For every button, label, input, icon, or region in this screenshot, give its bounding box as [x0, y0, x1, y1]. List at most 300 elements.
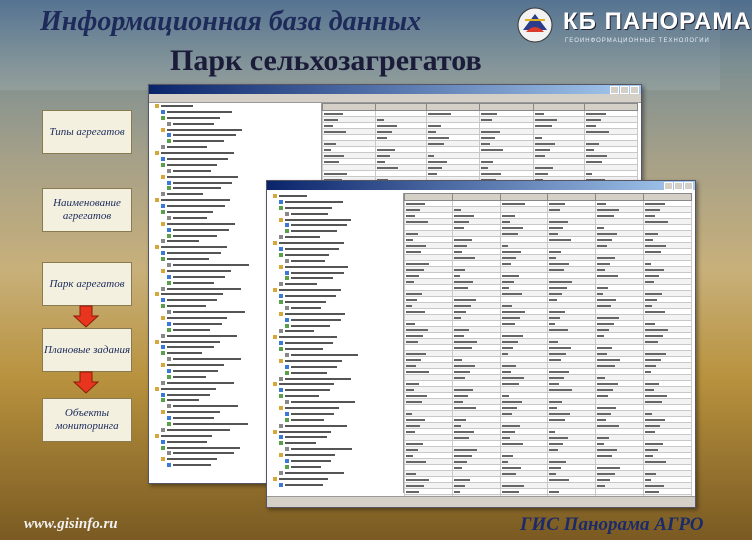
menu-item-plans[interactable]: Плановые задания	[42, 328, 132, 372]
column-header[interactable]	[533, 104, 584, 111]
cell-text	[597, 299, 616, 301]
cell-text	[549, 239, 571, 241]
cell-text	[454, 215, 474, 217]
tree-node-label	[167, 458, 217, 460]
company-logo	[515, 6, 752, 50]
maximize-button[interactable]	[620, 86, 629, 94]
status-bar	[267, 496, 695, 507]
back-window-titlebar[interactable]	[149, 85, 641, 94]
tree-node-icon	[279, 329, 283, 333]
cell-text	[549, 431, 555, 433]
tree-node-icon	[161, 363, 165, 367]
tree-node-label	[279, 431, 331, 433]
tree-node-label	[167, 441, 207, 443]
cell-text	[324, 149, 331, 151]
tree-node-icon	[167, 416, 171, 420]
tree-node-icon	[279, 435, 283, 439]
tree-node-icon	[161, 163, 165, 167]
tree-node-icon	[279, 247, 283, 251]
tree-node-label	[291, 413, 334, 415]
tree-node-icon	[285, 306, 289, 310]
cell-text	[454, 467, 462, 469]
cell-text	[324, 125, 333, 127]
tree-node-label	[291, 419, 324, 421]
cell-text	[549, 287, 567, 289]
cell-text	[549, 323, 555, 325]
cell-text	[406, 329, 428, 331]
column-header[interactable]	[596, 194, 644, 201]
cell-text	[406, 263, 429, 265]
cell-text	[597, 377, 605, 379]
tree-node-icon	[279, 347, 283, 351]
tree-node-label	[167, 111, 232, 113]
cell-text	[549, 401, 562, 403]
cell-text	[549, 233, 558, 235]
tree-node-icon	[161, 446, 165, 450]
cell-text	[586, 125, 596, 127]
cell-text	[549, 407, 557, 409]
cell-text	[454, 479, 470, 481]
cell-text	[549, 299, 557, 301]
cell-text	[597, 419, 606, 421]
cell-text	[502, 365, 516, 367]
cell-text	[645, 263, 651, 265]
cell-text	[586, 143, 599, 145]
cell-text	[549, 467, 561, 469]
page-title: Информационная база данных	[40, 6, 422, 37]
tree-node-icon	[279, 218, 283, 222]
cell-text	[454, 239, 472, 241]
cell-text	[645, 491, 659, 493]
cell-text	[406, 419, 425, 421]
cell-text	[645, 269, 664, 271]
cell-text	[597, 227, 604, 229]
tree-node-label	[285, 395, 319, 397]
tree-node-icon	[279, 282, 283, 286]
cell-text	[502, 467, 521, 469]
cell-text	[454, 317, 461, 319]
cell-text	[502, 401, 522, 403]
cell-text	[377, 149, 395, 151]
cell-text	[535, 167, 553, 169]
tree-node-label	[291, 230, 337, 232]
cell-text	[481, 113, 497, 115]
cell-text	[324, 113, 343, 115]
tree-node-icon	[161, 210, 165, 214]
cell-text	[549, 473, 556, 475]
tree-node-label	[167, 352, 202, 354]
cell-text	[645, 383, 659, 385]
tree-node-icon	[285, 223, 289, 227]
cell-text	[535, 143, 555, 145]
tree-node-icon	[167, 281, 171, 285]
tree-node-icon	[279, 206, 283, 210]
cell-text	[406, 485, 424, 487]
cell-text	[549, 461, 566, 463]
cell-text	[454, 347, 472, 349]
tree-node-label	[173, 329, 210, 331]
tree-node-icon	[155, 104, 159, 108]
cell-text	[502, 437, 510, 439]
cell-text	[406, 239, 413, 241]
tree-node-icon	[167, 169, 171, 173]
column-header[interactable]	[427, 104, 480, 111]
cell-text	[481, 167, 488, 169]
tree-node-label	[173, 123, 214, 125]
tree-node-icon	[167, 234, 171, 238]
tree-node-label	[167, 399, 199, 401]
column-header[interactable]	[548, 194, 596, 201]
tree-node-icon	[167, 139, 171, 143]
logo-text: КБ ПАНОРАМА	[563, 8, 752, 35]
column-header[interactable]	[376, 104, 427, 111]
cell-text	[406, 359, 421, 361]
tree-node-icon	[279, 300, 283, 304]
tree-node-label	[167, 394, 210, 396]
cell-text	[454, 335, 464, 337]
tree-node-label	[167, 346, 214, 348]
website-link[interactable]: www.gisinfo.ru	[24, 516, 118, 532]
cell-text	[597, 383, 618, 385]
tree-node-label	[285, 236, 320, 238]
cell-text	[645, 221, 668, 223]
tree-node[interactable]	[269, 482, 401, 488]
tree-node-label	[167, 288, 241, 290]
cell-text	[406, 383, 419, 385]
tree-node-icon	[285, 365, 289, 369]
minimize-button[interactable]	[610, 86, 619, 94]
cell-text	[502, 317, 520, 319]
cell-text	[502, 323, 515, 325]
tree-node-icon	[161, 175, 165, 179]
cell-text	[406, 353, 426, 355]
cell-text	[406, 425, 420, 427]
tree-node-label	[173, 134, 236, 136]
tree-node-label	[173, 217, 207, 219]
tree-node-label	[167, 129, 242, 131]
cell-text	[502, 257, 516, 259]
tree-node-label	[167, 223, 235, 225]
column-header[interactable]	[405, 194, 453, 201]
tree-node-icon	[285, 276, 289, 280]
tree-node-label	[161, 105, 193, 107]
tree-node-icon	[167, 375, 171, 379]
column-header[interactable]	[584, 104, 637, 111]
cell-text	[502, 227, 523, 229]
tree-node-icon	[167, 275, 171, 279]
tree-node-icon	[167, 451, 171, 455]
tree-node-label	[285, 207, 332, 209]
tree-node-icon	[155, 198, 159, 202]
cell-text	[597, 425, 619, 427]
cell-text	[454, 209, 461, 211]
cell-text	[406, 431, 415, 433]
page-subtitle: Парк сельхозагрегатов	[170, 44, 482, 77]
cell-text	[549, 209, 560, 211]
tree-node-label	[173, 187, 221, 189]
tree-node-label	[167, 146, 207, 148]
tree-node-icon	[279, 483, 283, 487]
cell-text	[597, 329, 609, 331]
tree-node-label	[285, 295, 336, 297]
cell-text	[454, 245, 467, 247]
tree-node-label	[167, 305, 206, 307]
cell-text	[549, 377, 564, 379]
cell-text	[597, 479, 610, 481]
cell-text	[586, 149, 594, 151]
tree-node-label	[167, 205, 225, 207]
tree-node-icon	[161, 204, 165, 208]
cell-text	[549, 353, 566, 355]
tree-node-icon	[285, 271, 289, 275]
tree-node-label	[173, 182, 232, 184]
tree-node-icon	[161, 457, 165, 461]
cell-text	[454, 407, 476, 409]
cell-text	[406, 401, 422, 403]
cell-text	[645, 275, 659, 277]
cell-text	[645, 311, 665, 313]
data-table[interactable]	[404, 193, 692, 507]
tree-node-icon	[161, 345, 165, 349]
cell-text	[535, 113, 544, 115]
tree-node-label	[173, 323, 222, 325]
menu-item-types[interactable]: Типы агрегатов	[42, 110, 132, 154]
front-tree-panel[interactable]	[269, 193, 401, 493]
tree-node-icon	[167, 369, 171, 373]
cell-text	[502, 263, 511, 265]
tree-node-label	[173, 417, 214, 419]
tree-node-label	[285, 407, 339, 409]
tree-node-label	[285, 201, 343, 203]
cell-text	[645, 353, 666, 355]
cell-text	[549, 419, 565, 421]
tree-node-label	[285, 219, 351, 221]
cell-text	[597, 245, 607, 247]
cell-text	[597, 203, 606, 205]
cell-text	[454, 221, 469, 223]
cell-text	[502, 215, 515, 217]
cell-text	[502, 275, 519, 277]
tree-node-icon	[279, 341, 283, 345]
cell-text	[597, 317, 619, 319]
cell-text	[502, 371, 511, 373]
tree-node-label	[285, 283, 317, 285]
minimize-button[interactable]	[664, 182, 673, 190]
logo-subtitle: ГЕОИНФОРМАЦИОННЫЕ ТЕХНОЛОГИИ	[565, 38, 710, 44]
tree-node-icon	[167, 228, 171, 232]
cell-text	[549, 257, 556, 259]
cell-text	[645, 359, 661, 361]
tree-node-label	[285, 425, 347, 427]
cell-text	[377, 119, 384, 121]
tree-node-icon	[285, 465, 289, 469]
tree-node-icon	[167, 328, 171, 332]
column-header[interactable]	[644, 194, 692, 201]
tree-node-label	[285, 301, 326, 303]
tree-node-label	[167, 164, 217, 166]
tree-node-label	[291, 277, 333, 279]
tree-node-label	[161, 435, 212, 437]
cell-text	[406, 413, 412, 415]
back-window-menubar[interactable]	[149, 94, 641, 103]
tree-node-icon	[155, 245, 159, 249]
cell-text	[645, 461, 666, 463]
cell-text	[481, 137, 495, 139]
tree-node-label	[279, 289, 341, 291]
cell-text	[406, 203, 425, 205]
tree-node-icon	[273, 335, 277, 339]
cell-text	[454, 485, 465, 487]
cell-text	[597, 467, 620, 469]
tree-node-label	[167, 193, 203, 195]
cell-text	[502, 431, 515, 433]
table-header-row[interactable]	[405, 194, 692, 201]
cell-text	[406, 293, 422, 295]
column-header[interactable]	[323, 104, 376, 111]
maximize-button[interactable]	[674, 182, 683, 190]
cell-text	[406, 449, 418, 451]
menu-item-monitoring[interactable]: Объекты мониторинга	[42, 398, 132, 442]
close-button[interactable]	[684, 182, 693, 190]
cell-text	[502, 347, 513, 349]
tree-node-label	[291, 272, 344, 274]
tree-node-label	[285, 484, 323, 486]
cell-text	[502, 473, 516, 475]
cell-text	[645, 425, 660, 427]
arrow-down-icon	[73, 372, 99, 394]
cell-text	[597, 407, 616, 409]
cell-text	[406, 251, 421, 253]
cell-text	[645, 395, 667, 397]
cell-text	[454, 401, 463, 403]
cell-text	[428, 125, 441, 127]
cell-text	[324, 131, 346, 133]
tree-node-label	[279, 195, 307, 197]
tree-node-icon	[285, 400, 289, 404]
tree-node-label	[291, 354, 358, 356]
tree-node-label	[285, 330, 314, 332]
cell-text	[406, 365, 416, 367]
cell-text	[502, 443, 523, 445]
cell-text	[549, 479, 569, 481]
front-window[interactable]	[266, 180, 696, 508]
menu-item-park[interactable]: Парк агрегатов	[42, 262, 132, 306]
menu-item-names[interactable]: Наименование агрегатов	[42, 188, 132, 232]
tree-node-icon	[273, 194, 277, 198]
cell-text	[406, 275, 419, 277]
column-header[interactable]	[500, 194, 548, 201]
cell-text	[502, 341, 518, 343]
tree-node-label	[167, 382, 234, 384]
tree-node-label	[161, 341, 220, 343]
tree-node-icon	[279, 200, 283, 204]
cell-text	[454, 431, 474, 433]
cell-text	[428, 137, 449, 139]
front-grid-panel[interactable]	[403, 193, 694, 493]
cell-text	[586, 119, 601, 121]
cell-text	[428, 167, 442, 169]
tree-node-icon	[285, 318, 289, 322]
cell-text	[549, 341, 558, 343]
tree-node-icon	[155, 434, 159, 438]
tree-node-label	[291, 466, 321, 468]
tree-node-icon	[161, 304, 165, 308]
cell-text	[481, 161, 493, 163]
column-header[interactable]	[480, 104, 533, 111]
cell-text	[502, 251, 521, 253]
tree-node-icon	[161, 440, 165, 444]
close-button[interactable]	[630, 86, 639, 94]
tree-node-label	[291, 213, 328, 215]
cell-text	[406, 461, 426, 463]
cell-text	[549, 413, 570, 415]
cell-text	[428, 161, 447, 163]
cell-text	[502, 203, 525, 205]
cell-text	[406, 473, 416, 475]
cell-text	[406, 209, 420, 211]
cell-text	[454, 287, 468, 289]
table-header-row[interactable]	[323, 104, 638, 111]
tree-node-label	[279, 242, 344, 244]
tree-node-label	[285, 378, 351, 380]
tree-node-label	[167, 364, 224, 366]
tree-node-icon	[161, 316, 165, 320]
tree-node-label	[285, 442, 316, 444]
cell-text	[645, 239, 653, 241]
cell-text	[645, 293, 662, 295]
tree-node-label	[167, 258, 209, 260]
cell-text	[502, 425, 520, 427]
cell-text	[377, 125, 397, 127]
cell-text	[502, 293, 522, 295]
tree-node-label	[161, 293, 223, 295]
front-window-titlebar[interactable]	[267, 181, 695, 190]
tree-node-label	[285, 454, 335, 456]
cell-text	[454, 251, 462, 253]
tree-node-icon	[273, 382, 277, 386]
cell-text	[454, 359, 462, 361]
tree-node-label	[161, 199, 230, 201]
tree-node-label	[161, 388, 216, 390]
cell-text	[502, 335, 523, 337]
cell-text	[597, 413, 611, 415]
cell-text	[377, 131, 392, 133]
cell-text	[454, 257, 475, 259]
tree-node-label	[291, 325, 330, 327]
tree-node-label	[167, 411, 220, 413]
cell-text	[597, 365, 615, 367]
column-header[interactable]	[452, 194, 500, 201]
cell-text	[645, 365, 656, 367]
cell-text	[502, 455, 513, 457]
cell-text	[597, 359, 620, 361]
cell-text	[549, 227, 563, 229]
cell-text	[597, 449, 617, 451]
cell-text	[502, 383, 519, 385]
tree-node-label	[285, 313, 345, 315]
cell-text	[454, 389, 473, 391]
tree-node-icon	[273, 241, 277, 245]
cell-text	[597, 275, 618, 277]
tree-node-icon	[279, 388, 283, 392]
cell-text	[645, 431, 655, 433]
cell-text	[645, 209, 660, 211]
cell-text	[502, 221, 510, 223]
cell-text	[549, 263, 569, 265]
tree-node-label	[279, 336, 337, 338]
tree-node-icon	[279, 406, 283, 410]
tree-node-icon	[161, 428, 165, 432]
